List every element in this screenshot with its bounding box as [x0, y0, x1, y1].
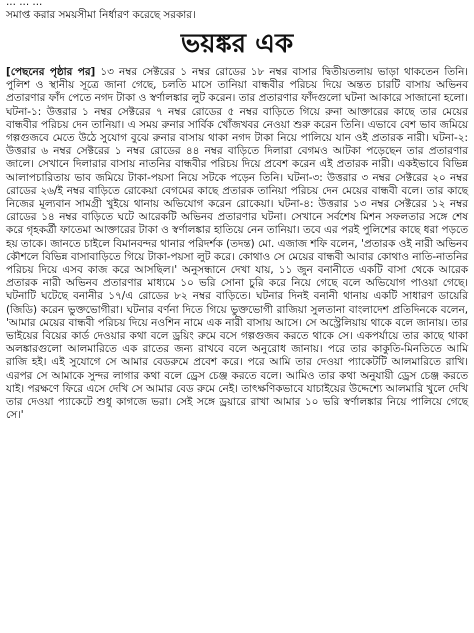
continued-from-back-page-tag: [পেছনের পৃষ্ঠার পর] [6, 66, 96, 78]
article-headline: ভয়ঙ্কর এক [180, 29, 294, 59]
article-paragraph [6, 66, 468, 422]
article-body [6, 66, 468, 422]
previous-article-line-1: ... ... ... [6, 0, 43, 8]
previous-article-fragment [0, 0, 474, 22]
previous-article-line-2: সমাপ্ত করার সময়সীমা নির্ধারণ করেছে সরকার। [6, 9, 196, 21]
article-text: ১৩ নম্বর সেক্টরের ১ নম্বর রোডের ১৮ নম্বর বাসার দ্বিতীয়তলায় ভাড়া থাকতেন তিনি। পুলিশ ও স্থানীয় সূত্রে জানা গেছে, চলতি মাসে তানিয়া বান্ধবীর পরিচয় দিয়ে অন্তত চারটি বাসায় অভিনব প্রতারণার ফাঁদ পেতে নগদ টাকা ও স্বর্ণালঙ্কার লুট করেন। তার প্রতারণার ফাঁদগুলো ঘটনা আকারে সাজানো হলো। ঘটনা-১: উত্তরার ১ নম্বর সেক্টরের ৭ নম্বর রোডের ৫ নম্বর বাড়িতে গিয়ে রুনা আক্তারের কাছে তার মেয়ের বান্ধবীর পরিচয় দেন তানিয়া। এ সময় রুনার সার্বিক খোঁজখবর নেওয়া শুরু করেন তিনি। এভাবে বেশ ভাব জমিয়ে গল্পগুজবে মেতে উঠে সুযোগ বুঝে রুনার বাসায় থাকা নগদ টাকা নিয়ে পালিয়ে যান ওই প্রতারক নারী। ঘটনা-২: উত্তরার ৬ নম্বর সেক্টরের ১ নম্বর রোডের ৪৪ নম্বর বাড়িতে দিলারা বেগমও আটকা পড়েছেন তার প্রতারণার জালে। সেখানে দিলারার বাসায় নাতনির বান্ধবীর পরিচয় দিয়ে প্রবেশ করেন এই প্রতারক নারী। একইভাবে বিভিন্ন আলাপচারিতায় ভাব জমিয়ে টাকা-পয়সা নিয়ে সটকে পড়েন তিনি। ঘটনা-৩: উত্তরার ৩ নম্বর সেক্টরের ২০ নম্বর রোডের ২৬/ই নম্বর বাড়িতে রোকেয়া বেগমের কাছে প্রতারক তানিয়া পরিচয় দেন মেয়ের বান্ধবী বলে। তার কাছে নিজের মূল্যবান সামগ্রী খুইয়ে থানায় অভিযোগ করেন রোকেয়া। ঘটনা-৪: উত্তরার ১৩ নম্বর সেক্টরের ১২ নম্বর রোডের ১৪ নম্বর বাড়িতে ঘটে আরেকটি অভিনব প্রতারণার ঘটনা। সেখানে সর্বশেষ মিশন সফলতার সঙ্গে শেষ করে গৃহকর্ত্রী ফাতেমা আক্তারের টাকা ও স্বর্ণালঙ্কার হাতিয়ে নেন তানিয়া। তবে এর পরই পুলিশের কাছে ধরা পড়তে হয় তাকে। জানতে চাইলে বিমানবন্দর থানার পরিদর্শক (তদন্ত) মো. এজাজ শফি বলেন, 'প্রতারক ওই নারী অভিনব কৌশলে বিভিন্ন বাসাবাড়িতে গিয়ে টাকা-পয়সা লুট করে। কোথাও সে মেয়ের বান্ধবী আবার কোথাও নাতি-নাতনির পরিচয় দিয়ে এসব কাজ করে আসছিল।' অনুসন্ধানে দেখা যায়, ১১ জুন বনানীতে একটি বাসা থেকে আরেক প্রতারক নারী অভিনব প্রতারণার মাধ্যমে ১০ ভরি সোনা চুরি করে নিয়ে গেছে বলে অভিযোগ পাওয়া গেছে। ঘটনাটি ঘটেছে বনানীর ১৭/এ রোডের ৮২ নম্বর বাড়িতে। ঘটনার দিনই বনানী থানায় একটি সাধারণ ডায়েরি (জিডি) করেন ভুক্তভোগীরা। ঘটনার বর্ণনা দিতে গিয়ে ভুক্তভোগী রাজিয়া সুলতানা বাংলাদেশ প্রতিদিনকে বলেন, 'আমার মেয়ের বান্ধবী পরিচয় দিয়ে নওশিন নামে এক নারী বাসায় আসে। সে অস্ট্রেলিয়ায় থাকে বলে জানায়। তার ভাইয়ের বিয়ের কার্ড দেওয়ার কথা বলে ড্রয়িং রুমে বসে গল্পগুজব করতে থাকে সে। একপর্যায়ে তার কাছে থাকা অলঙ্কারগুলো আলমারিতে এক রাতের জন্য রাখবে বলে অনুরোধ জানায়। পরে তার কাকুতি-মিনতিতে আমি রাজি হই। এই সুযোগে সে আমার বেডরুমে প্রবেশ করে। পরে আমি তার দেওয়া প্যাকেটটি আলমারিতে রাখি। এরপর সে আমাকে সুন্দর লাগার কথা বলে ড্রেস চেঞ্জ করতে বলে। আমিও তার কথা অনুযায়ী ড্রেস চেঞ্জ করতে যাই। পরক্ষণে ফিরে এসে দেখি সে আমার বেড রুমে নেই। তাৎক্ষণিকভাবে যাচাইয়ের উদ্দেশ্যে আলমারি খুলে দেখি তার দেওয়া প্যাকেটে শুধু কাগজে ভরা। সেই সঙ্গে ড্রয়ারে রাখা আমার ১০ ভরি স্বর্ণালঙ্কার নিয়ে পালিয়ে গেছে সে।' [6, 66, 468, 422]
